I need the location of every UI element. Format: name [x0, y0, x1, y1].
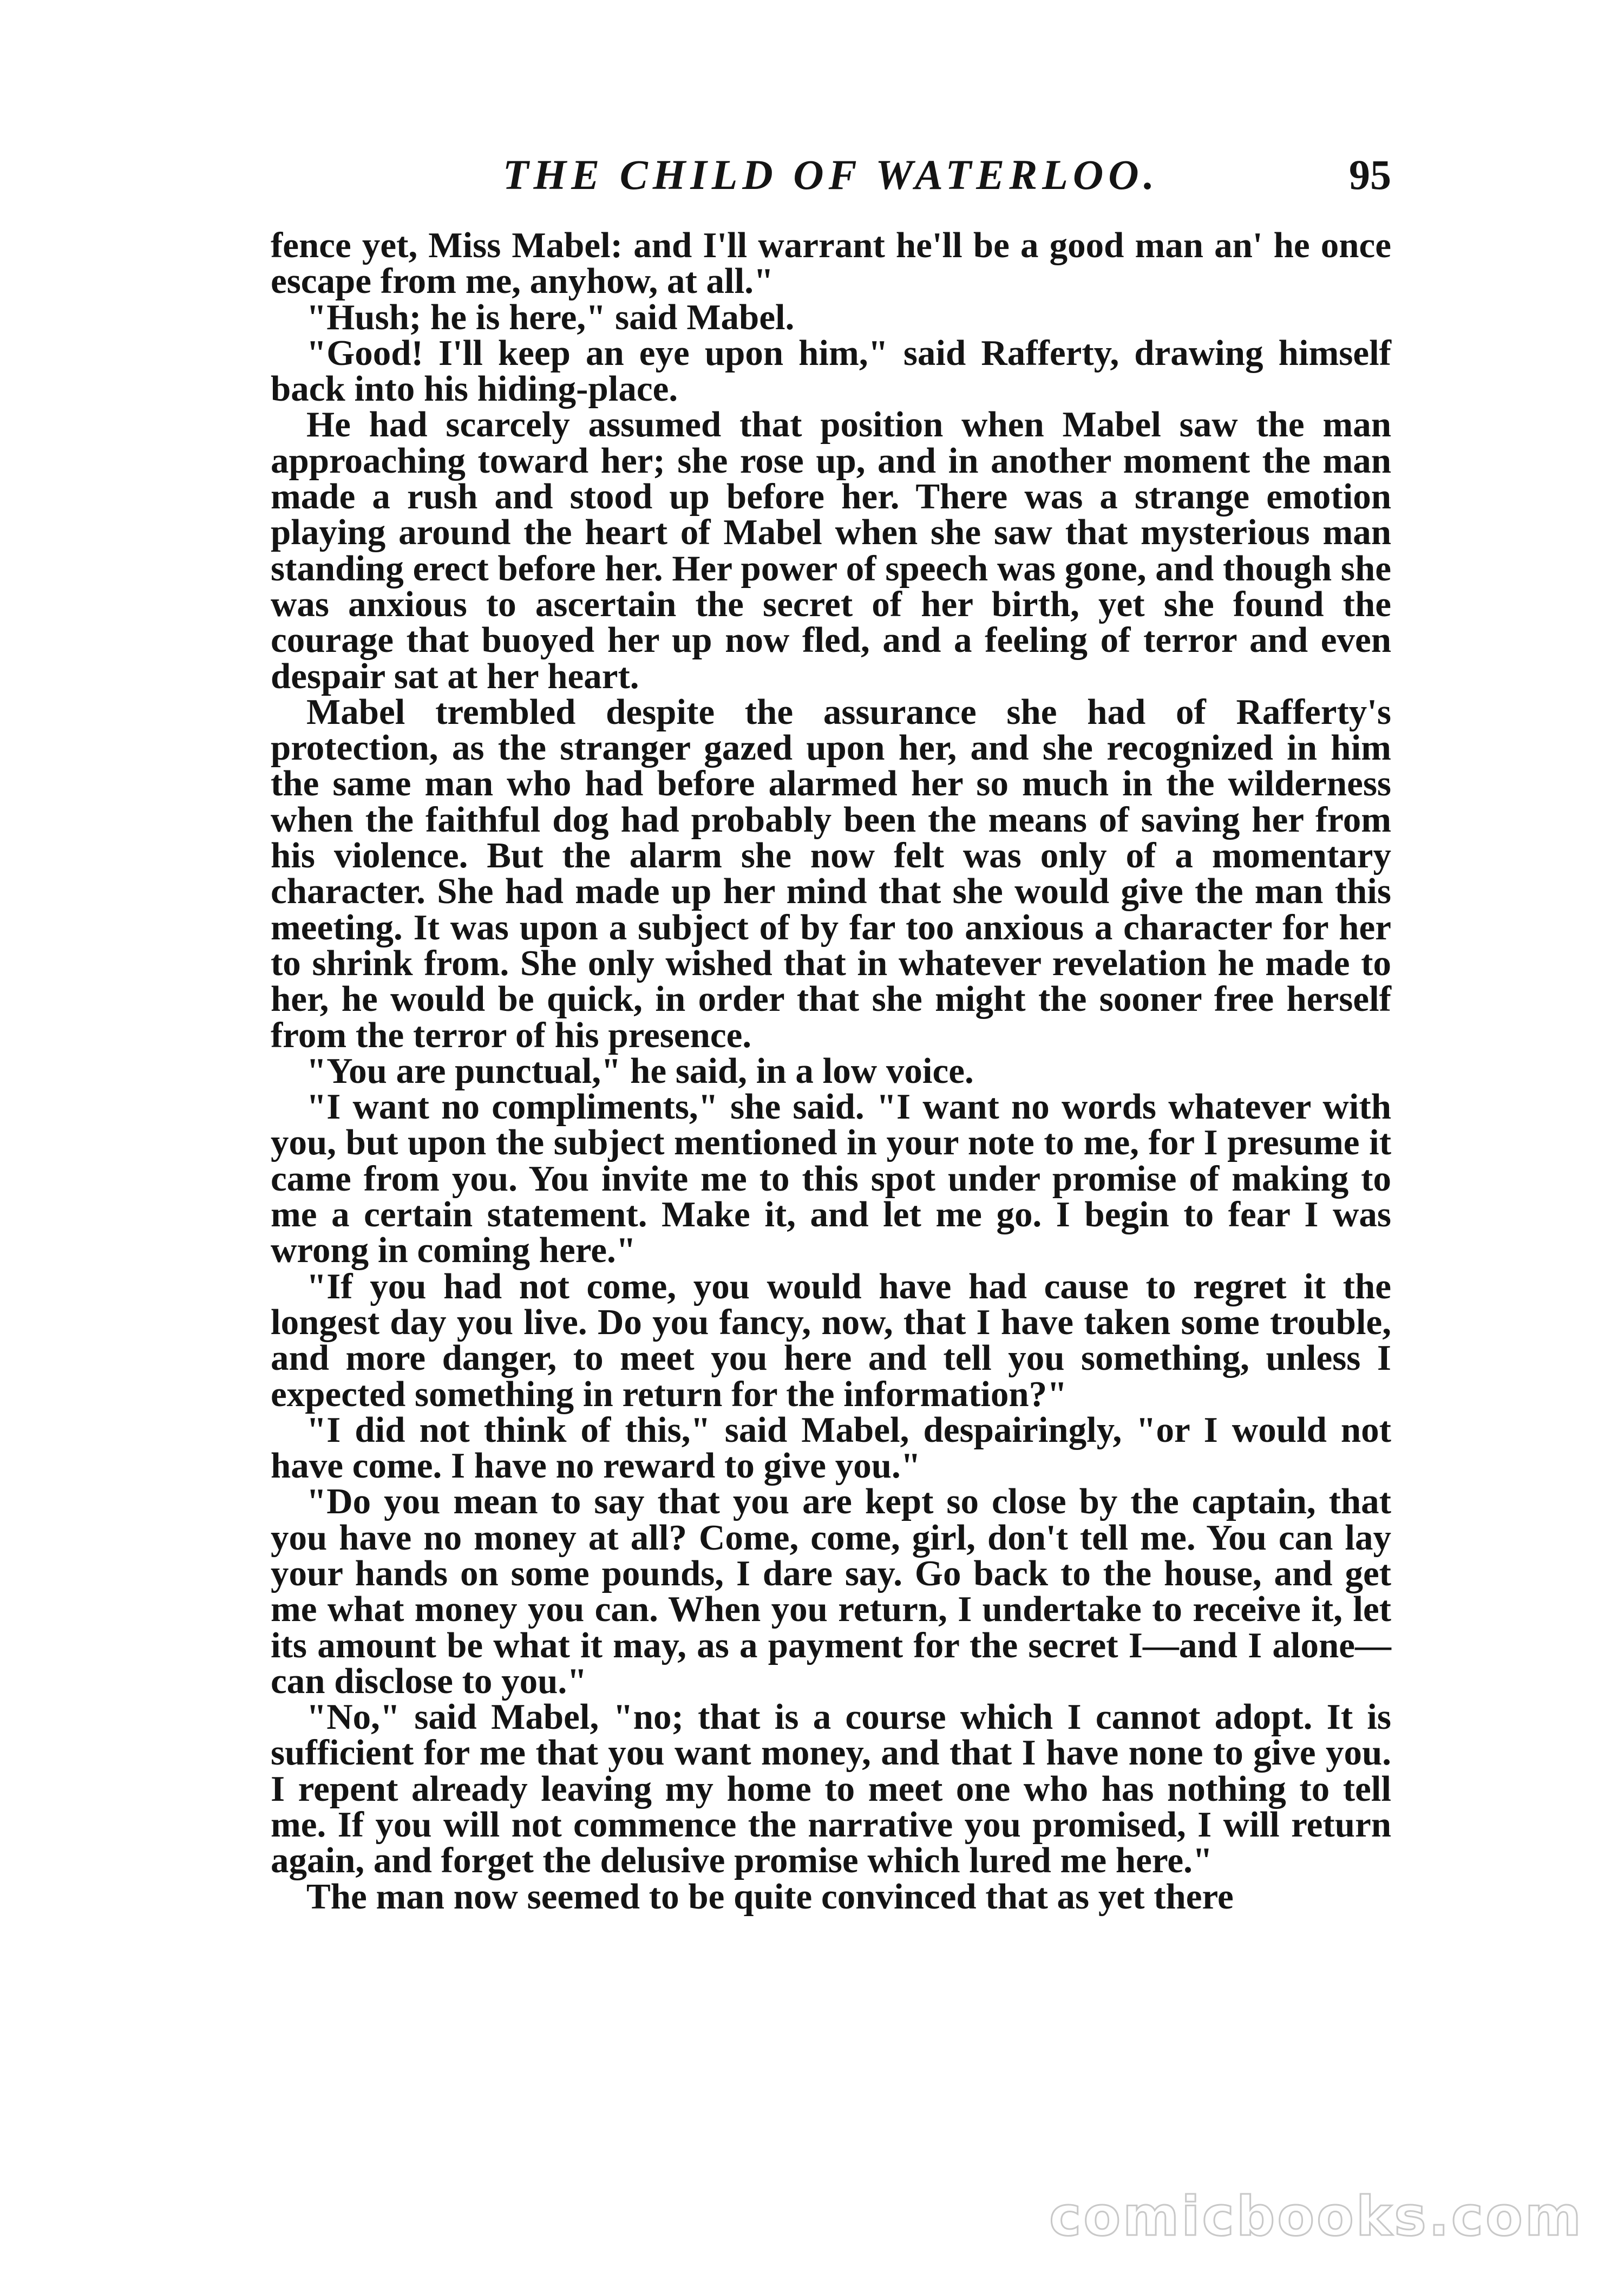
paragraph: The man now seemed to be quite convinced that as yet there	[306, 1876, 1234, 1917]
page-header	[271, 145, 1391, 205]
paragraph: "Hush; he is here," said Mabel.	[306, 297, 795, 337]
paragraph: He had scarcely assumed that position when Mabel saw the man approaching toward her; she rose up, and in another moment the man made a rush and stood up before her. There was a strange emotion playing around the heart of Mabel when she saw that mysterious man standing erect before her. Her power of speech was gone, and though she was anxious to ascertain the secret of her birth, yet she found the courage that buoyed her up now fled, and a feeling of terror and even despair sat at her heart.	[271, 404, 1391, 696]
watermark: comicbooks.com	[1049, 2185, 1583, 2248]
paragraph: "I want no compliments," she said. "I want no words whatever with you, but upon the subject mentioned in your note to me, for I presume it came from you. You invite me to this spot under promise of making to me a certain statement. Make it, and let me go. I begin to fear I was wrong in coming here."	[271, 1087, 1391, 1271]
paragraph: "Good! I'll keep an eye upon him," said Rafferty, drawing himself back into his hiding-place.	[271, 332, 1391, 409]
paragraph: "No," said Mabel, "no; that is a course which I cannot adopt. It is sufficient for me that you want money, and that I have none to give you. I repent already leaving my home to meet one who has nothing to tell me. If you will not commence the narrative you promised, I will return again, and forget the delusive promise which lured me here."	[271, 1697, 1391, 1881]
paragraph: Mabel trembled despite the assurance she had of Rafferty's protection, as the stranger gazed upon her, and she recognized in him the same man who had before alarmed her so much in the wilderness when the faithful dog had probably been the means of saving her from his violence. But the alarm she now felt was only of a momentary character. She had made up her mind that she would give the man this meeting. It was upon a subject of by far too anxious a character for her to shrink from. She only wished that in whatever revelation he made to her, he would be quick, in order that she might the sooner free herself from the terror of his presence.	[271, 691, 1391, 1055]
paragraph: "Do you mean to say that you are kept so close by the captain, that you have no money at all? Come, come, girl, don't tell me. You can lay your hands on some pounds, I dare say. Go back to the house, and get me what money you can. When you return, I undertake to receive it, let its amount be what it may, as a payment for the secret I—and I alone—can disclose to you."	[271, 1481, 1391, 1701]
paragraph: "You are punctual," he said, in a low voice.	[306, 1050, 974, 1091]
paragraph: "If you had not come, you would have had cause to regret it the longest day you live. Do you fancy, now, that I have taken some trouble, and more danger, to meet you here and tell you something, unless I expected something in return for the information?"	[271, 1266, 1391, 1414]
page-number: 95	[1349, 151, 1391, 198]
paragraph: fence yet, Miss Mabel: and I'll warrant he'll be a good man an' he once escape from me, anyhow, at all."	[271, 225, 1391, 302]
paragraph: "I did not think of this," said Mabel, despairingly, "or I would not have come. I have no reward to give you."	[271, 1409, 1391, 1486]
running-title: THE CHILD OF WATERLOO.	[502, 151, 1160, 198]
body-text	[271, 225, 1391, 1917]
